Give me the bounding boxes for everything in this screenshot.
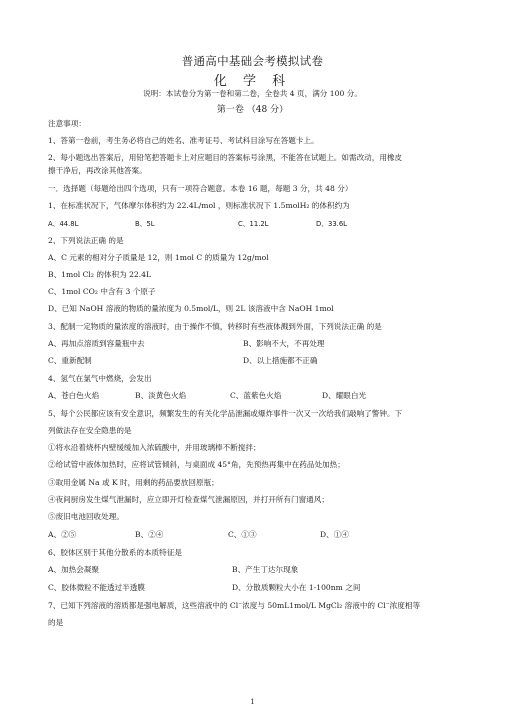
option-c: C、重新配制 (48, 356, 92, 365)
question-stem: 6、胶体区别于其他分散系的本质特征是 (48, 548, 182, 557)
statement-item: ④夜间厨房发生煤气泄漏时，应立即开灯检查煤气泄漏原因，并打开所有门窗通风； (48, 495, 329, 504)
question-line: A、C 元素的相对分子质量是 12，则 1mol C 的质量为 12g/mol (48, 253, 269, 262)
notice-item: 擦干净后，再改涂其他答案。 (48, 166, 147, 175)
exam-instructions: 说明：本试卷分为第一卷和第二卷，全卷共 4 页，满分 100 分。 (143, 89, 362, 98)
option-c: C、蓝紫色火焰 (230, 391, 282, 400)
option-a: A、再加点溶质到容量瓶中去 (48, 339, 145, 348)
option-b: B、影响不大，不再处理 (243, 339, 325, 348)
part-heading: 第一卷 （48 分） (216, 105, 289, 115)
question-stem: 5、每个公民都应该有安全意识，频繁发生的有关化学品泄漏或爆炸事件一次又一次给我们敲响了警钟。下 (48, 409, 403, 418)
question-stem: 3、配制一定物质的量浓度的溶液时，由于操作不慎，转移时有些液体溅到外面，下列说法正确 的是 (48, 322, 382, 331)
statement-item: ①将水沿着烧杯内壁缓缓加入浓硫酸中，并用玻璃棒不断搅拌； (48, 443, 261, 452)
option-d: D、①④ (320, 530, 349, 539)
option-b: B、产生丁达尔现象 (232, 565, 299, 574)
option-a: A、②⑤ (48, 530, 77, 539)
notice-item: 1、答第一卷前，考生务必将自己的姓名、准考证号、考试科目涂写在答题卡上。 (48, 136, 319, 145)
notice-heading: 注意事项： (48, 119, 86, 128)
question-stem: 1、在标准状况下，气体摩尔体积约为 22.4L/mol ，则标准状况下 1.5molH₂ 的体积约为 (48, 201, 350, 210)
option-c: C、①③ (228, 530, 257, 539)
question-line: B、1mol Cl₂ 的体积为 22.4L (48, 270, 152, 279)
option-c: C、胶体微粒不能透过半透膜 (48, 583, 145, 592)
exam-title: 普通高中基础会考模拟试卷 (181, 54, 324, 68)
statement-item: ⑤废旧电池回收处理。 (48, 512, 124, 521)
question-stem: 7、已知下列溶液的溶质都是强电解质，这些溶液中的 Cl⁻浓度与 50mL1mol/L MgCl₂ 溶液中的 Cl⁻浓度相等 (48, 601, 421, 610)
option-b: B、淡黄色火焰 (135, 391, 187, 400)
question-stem-cont: 列做法存在安全隐患的是 (48, 426, 132, 435)
option-a: A、44.8L (48, 220, 79, 228)
option-d: D、耀眼白光 (322, 391, 367, 400)
option-d: D、分散质颗粒大小在 1-100nm 之间 (232, 583, 361, 592)
option-a: A、苍白色火焰 (48, 391, 100, 400)
option-b: B、②④ (135, 530, 164, 539)
section-heading: 一．选择题（每题给出四个选项，只有一项符合题意。本卷 16 题，每题 3 分，共 48 分） (48, 184, 353, 193)
option-d: D、33.6L (316, 220, 347, 228)
option-c: C、11.2L (238, 220, 269, 228)
page-number: 1 (250, 698, 255, 706)
question-stem-cont: 的是 (48, 618, 64, 627)
statement-item: ③取用金属 Na 或 K 时，用剩的药品要放回原瓶； (48, 478, 219, 487)
question-stem: 2、下列说法正确 的是 (48, 236, 124, 245)
statement-item: ②给试管中液体加热时，应将试管倾斜，与桌面成 45°角，先预热再集中在药品处加热； (48, 460, 345, 469)
option-b: B、5L (135, 220, 155, 228)
notice-item: 2、每小题选出答案后，用铅笔把答题卡上对应题目的答案标号涂黑，不能答在试题上。如需改动，用橡皮 (48, 153, 403, 162)
subject-title: 化 学 科 (213, 74, 292, 89)
option-d: D、以上措施都不正确 (243, 356, 318, 365)
question-line: C、1mol CO₂ 中含有 3 个原子 (48, 287, 156, 296)
option-a: A、加热会凝聚 (48, 565, 100, 574)
question-line: D、已知 NaOH 溶液的物质的量浓度为 0.5mol/L，则 2L 该溶液中含 NaOH 1mol (48, 304, 334, 313)
question-stem: 4、氢气在氯气中燃烧，会发出 (48, 374, 152, 383)
